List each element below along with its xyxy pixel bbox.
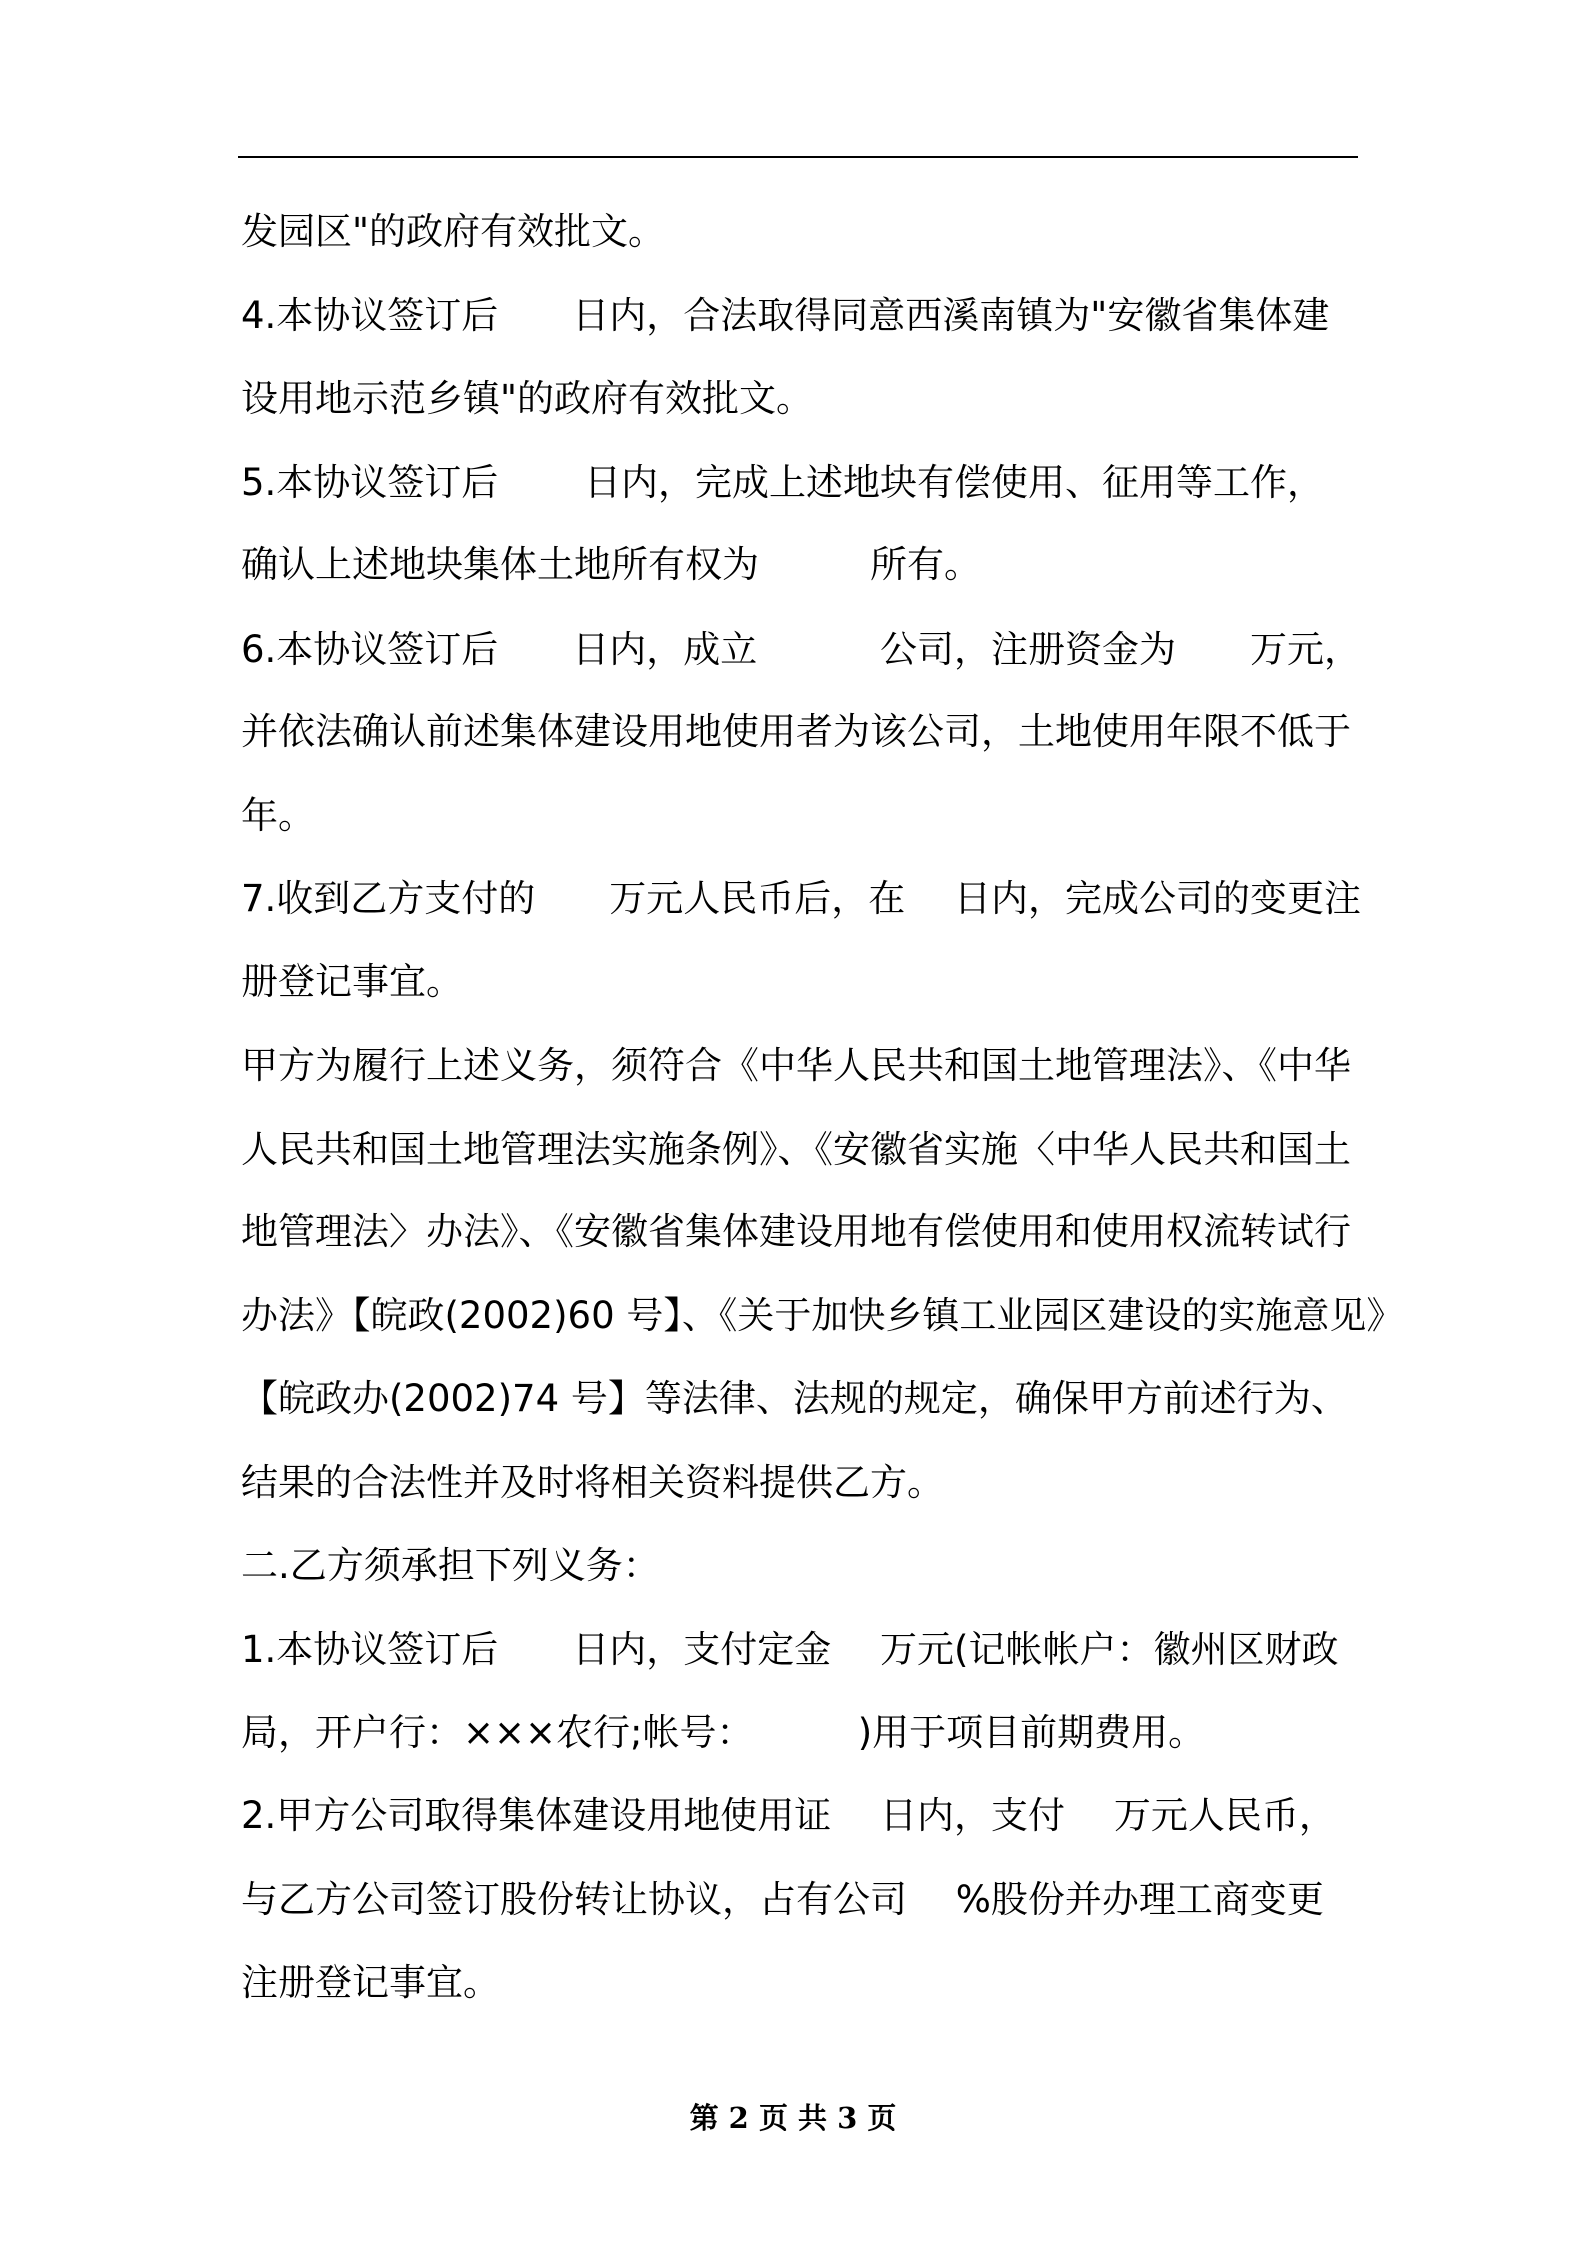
text-line: 与乙方公司签订股份转让协议，占有公司 %股份并办理工商变更 <box>241 1878 1324 1921</box>
text-line: 4.本协议签订后 日内，合法取得同意西溪南镇为"安徽省集体建 <box>241 294 1330 337</box>
text-line: 人民共和国土地管理法实施条例》、《安徽省实施〈中华人民共和国土 <box>241 1128 1351 1171</box>
text-line: 地管理法〉办法》、《安徽省集体建设用地有偿使用和使用权流转试行 <box>241 1210 1351 1253</box>
text-line: 7.收到乙方支付的 万元人民币后，在 日内，完成公司的变更注 <box>241 877 1362 920</box>
section-heading: 二.乙方须承担下列义务： <box>241 1544 660 1587</box>
text-line: 册登记事宜。 <box>241 960 463 1003</box>
text-line: 并依法确认前述集体建设用地使用者为该公司，土地使用年限不低于 <box>241 710 1351 753</box>
text-line: 甲方为履行上述义务，须符合《中华人民共和国土地管理法》、《中华 <box>241 1044 1351 1087</box>
text-line: 注册登记事宜。 <box>241 1961 500 2004</box>
text-line: 发园区"的政府有效批文。 <box>241 210 666 253</box>
text-line: 办法》【皖政(2002)60 号】、《关于加快乡镇工业园区建设的实施意见》 <box>241 1294 1404 1337</box>
text-line: 5.本协议签订后 日内，完成上述地块有偿使用、征用等工作， <box>241 461 1325 504</box>
text-line: 6.本协议签订后 日内，成立 公司，注册资金为 万元， <box>241 628 1362 671</box>
text-line: 1.本协议签订后 日内，支付定金 万元(记帐帐户：徽州区财政 <box>241 1628 1339 1671</box>
page-number: 第 2 页 共 3 页 <box>689 2101 897 2135</box>
header-divider <box>238 156 1358 158</box>
text-line: 结果的合法性并及时将相关资料提供乙方。 <box>241 1461 944 1504</box>
text-line: 设用地示范乡镇"的政府有效批文。 <box>241 377 814 420</box>
text-line: 2.甲方公司取得集体建设用地使用证 日内，支付 万元人民币， <box>241 1794 1336 1837</box>
text-line: 年。 <box>241 794 315 837</box>
text-line: 局，开户行：×××农行;帐号： )用于项目前期费用。 <box>241 1711 1206 1754</box>
text-line: 确认上述地块集体土地所有权为 所有。 <box>241 543 981 586</box>
text-line: 【皖政办(2002)74 号】等法律、法规的规定，确保甲方前述行为、 <box>241 1377 1348 1420</box>
